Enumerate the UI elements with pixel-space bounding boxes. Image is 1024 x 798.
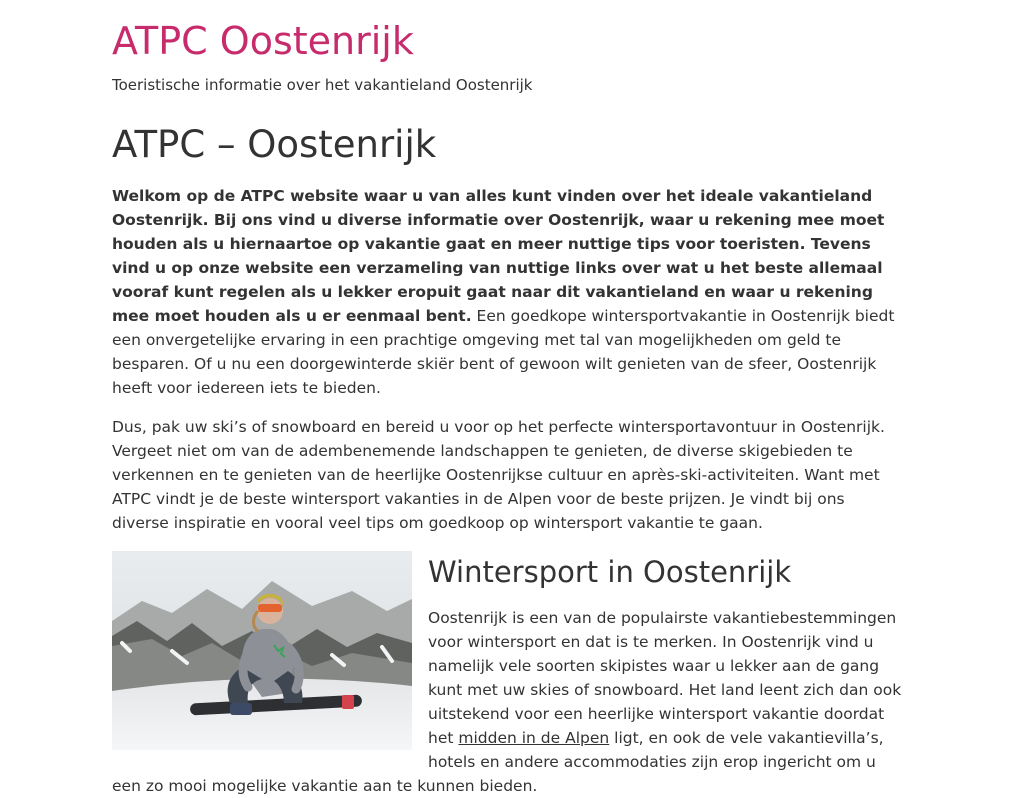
paragraph-two: Dus, pak uw ski’s of snowboard en bereid u voor op het perfecte wintersportavontuur in Oostenrijk. Vergeet niet om van de adembenemende landschappen te genieten, de diverse skigebieden te verkennen en te genieten van de heerlijke Oostenrijkse cultuur en après-ski-activiteiten. Want met ATPC vindt je de beste wintersport vakanties in de Alpen voor de beste prijzen. Je vindt bij ons diverse inspiratie en vooral veel tips om goedkoop op wintersport vakantie te gaan. [112,418,885,532]
section-text-after-link: ligt, en ook de vele vakantievilla’s, hotels en andere accommodaties zijn erop ingericht om u een zo mooi mogelijke vakantie aan te kunnen bieden. [112,729,884,795]
snowboarder-photo [112,551,412,750]
main-content [112,122,904,798]
site-title-link[interactable]: ATPC Oostenrijk [112,19,414,63]
site-header [112,18,912,95]
site-tagline: Toeristische informatie over het vakantieland Oostenrijk [112,76,533,94]
section-heading: Wintersport in Oostenrijk [428,555,792,589]
wintersport-section [112,551,904,798]
alpen-link[interactable]: midden in de Alpen [458,729,610,747]
page-title: ATPC – Oostenrijk [112,123,437,166]
intro-rest-text: Een goedkope wintersportvakantie in Oostenrijk biedt een onvergetelijke ervaring in een prachtige omgeving met tal van mogelijkheden om geld te besparen. Of u nu een doorgewinterde skiër bent of gewoon wilt genieten van de sfeer, Oostenrijk heeft voor iedereen iets te bieden. [112,307,895,397]
intro-paragraph [112,184,904,400]
intro-bold-text: Welkom op de ATPC website waar u van alles kunt vinden over het ideale vakantieland Oostenrijk. Bij ons vind u diverse informatie over Oostenrijk, waar u rekening mee moet houden als u hiernaartoe op vakantie gaat en meer nuttige tips voor toeristen. Tevens vind u op onze website een verzameling van nuttige links over wat u het beste allemaal vooraf kunt regelen als u lekker eropuit gaat naar dit vakantieland en waar u rekening mee moet houden als u er eenmaal bent. [112,187,885,325]
section-text-before-link: Oostenrijk is een van de populairste vakantiebestemmingen voor wintersport en dat is te merken. In Oostenrijk vind u namelijk vele soorten skipistes waar u lekker aan de gang kunt met uw skies of snowboard. Het land leent zich dan ook uitstekend voor een heerlijke wintersport vakantie doordat het [428,609,902,747]
